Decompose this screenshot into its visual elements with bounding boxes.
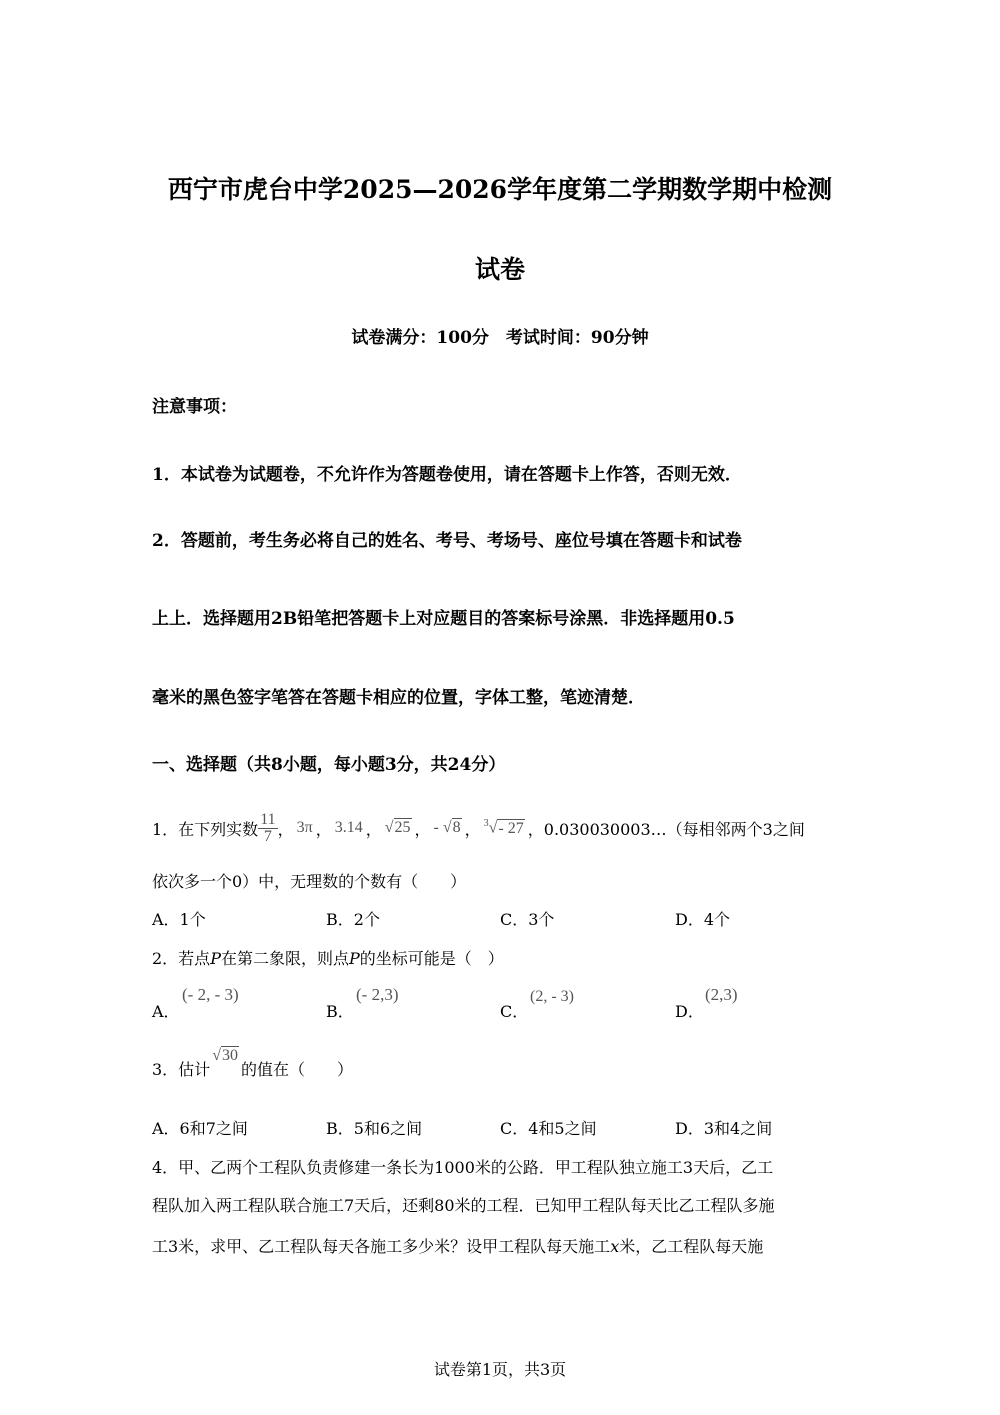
- q1-prefix: 1．在下列实数: [152, 819, 259, 839]
- q1-radicand-25: 25: [394, 819, 411, 836]
- notes-line-3: 上上．选择题用2B铅笔把答题卡上对应题目的答案标号涂黑．非选择题用0.5: [152, 609, 735, 629]
- question-4-line1: 4．甲、乙两个工程队负责修建一条长为1000米的公路．甲工程队独立施工3天后，乙工: [152, 1158, 774, 1177]
- q2-stem-b: 在第二象限，则点: [220, 949, 349, 968]
- exam-title-line2: 试卷: [474, 255, 525, 284]
- q1-option-b[interactable]: B．2个: [326, 910, 380, 929]
- q3-option-c[interactable]: C．4和5之间: [500, 1119, 597, 1138]
- q1-fraction-denominator: 7: [263, 827, 272, 845]
- q2-option-d-label[interactable]: D．: [675, 1002, 704, 1021]
- q1-tail: 0.030030003…（每相邻两个3之间: [543, 819, 805, 839]
- q2-point-p: P: [348, 949, 360, 968]
- q1-value-314: 3.14: [334, 819, 363, 836]
- q1-radicand-neg27: - 27: [498, 819, 524, 837]
- q2-option-a-value: (- 2, - 3): [182, 985, 239, 1004]
- q2-stem-c: 的坐标可能是（ ）: [359, 949, 504, 968]
- exam-title-line1: 西宁市虎台中学2025—2026学年度第二学期数学期中检测: [167, 175, 833, 204]
- q4-variable-x: x: [610, 1237, 620, 1256]
- q2-option-c-label[interactable]: C．: [500, 1002, 529, 1021]
- q3-prefix: 3．估计: [152, 1059, 211, 1079]
- section-heading-choice: 一、选择题（共8小题，每小题3分，共24分）: [152, 755, 506, 775]
- q2-option-c-value: (2, - 3): [530, 988, 574, 1005]
- q1-sep: ，: [277, 819, 294, 839]
- question-3-stem: [152, 1048, 353, 1088]
- q1-fraction: [258, 812, 277, 845]
- q2-option-b-value: (- 2,3): [356, 985, 399, 1004]
- notes-line-2: 2．答题前，考生务必将自己的姓名、考号、考场号、座位号填在答题卡和试卷: [152, 531, 742, 551]
- q1-value-sqrt25: √25: [384, 819, 411, 836]
- q1-sep: ，: [315, 819, 332, 839]
- q1-value-3pi: 3π: [296, 819, 313, 836]
- q1-fraction-numerator: 11: [260, 810, 276, 828]
- notes-line-1: 1．本试卷为试题卷，不允许作为答题卷使用，请在答题卡上作答，否则无效．: [152, 465, 742, 485]
- question-1-line2: 依次多一个0）中，无理数的个数有（ ）: [152, 872, 467, 891]
- q3-option-d[interactable]: D．3和4之间: [675, 1119, 773, 1138]
- q2-point-p: P: [210, 949, 221, 968]
- question-1-stem: [152, 802, 805, 854]
- q3-sqrt30: √30: [212, 1047, 238, 1064]
- question-4-line3: [152, 1234, 763, 1257]
- q4-line3-b: 米，乙工程队每天施: [619, 1237, 764, 1256]
- exam-subtitle: 试卷满分：100分 考试时间：90分钟: [351, 328, 649, 348]
- q1-sep: ，: [365, 819, 382, 839]
- page-footer: 试卷第1页，共3页: [433, 1360, 567, 1379]
- q1-radicand-8: 8: [452, 819, 461, 836]
- q3-option-b[interactable]: B．5和6之间: [326, 1119, 423, 1138]
- q2-option-a-label[interactable]: A．: [152, 1002, 180, 1021]
- q1-value-neg-sqrt8: - √8: [433, 819, 461, 836]
- q1-option-a[interactable]: A．1个: [152, 910, 206, 929]
- q1-value-cbrt-neg27: $^3$√- 27: [483, 818, 524, 837]
- notes-line-4: 毫米的黑色签字笔答在答题卡相应的位置，字体工整，笔迹清楚．: [152, 688, 645, 708]
- q2-stem-a: 2．若点: [152, 949, 211, 968]
- q4-line3-a: 工3米，求甲、乙工程队每天各施工多少米？设甲工程队每天施工: [152, 1237, 611, 1256]
- q1-root-index: 3: [483, 818, 489, 830]
- q1-option-c[interactable]: C．3个: [500, 910, 555, 929]
- question-4-line2: 程队加入两工程队联合施工7天后，还剩80米的工程．已知甲工程队每天比乙工程队多施: [152, 1196, 775, 1215]
- q1-sep: ，: [527, 819, 544, 839]
- q2-option-d-value: (2,3): [705, 985, 738, 1004]
- q1-neg-sign: -: [433, 819, 443, 836]
- q1-sep: ，: [414, 819, 431, 839]
- q3-suffix: 的值在（ ）: [240, 1059, 353, 1079]
- q2-option-b-label[interactable]: B．: [326, 1002, 354, 1021]
- notes-heading: 注意事项：: [152, 397, 237, 417]
- q3-option-a[interactable]: A．6和7之间: [152, 1119, 248, 1138]
- q3-radicand-30: 30: [221, 1047, 238, 1064]
- q1-option-d[interactable]: D．4个: [675, 910, 731, 929]
- question-2-stem: [152, 946, 504, 969]
- q1-sep: ，: [464, 819, 481, 839]
